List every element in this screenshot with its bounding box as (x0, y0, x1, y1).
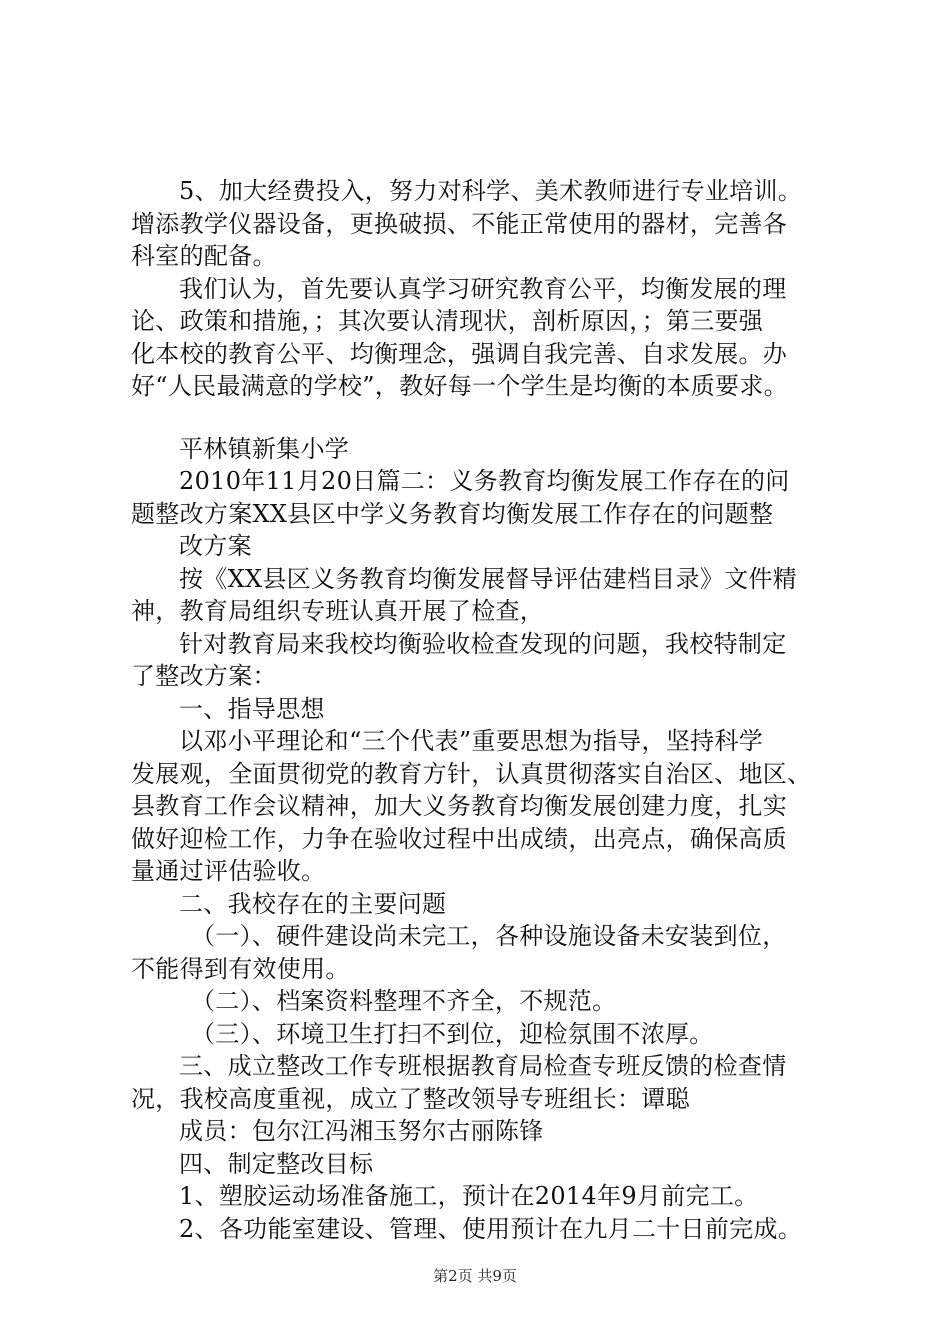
section-heading: 一、指导思想 (179, 694, 325, 723)
paragraph-line: 2010年11月20日篇二：义务教育均衡发展工作存在的问 (179, 467, 790, 495)
paragraph-line: 增添教学仪器设备，更换破损、不能正常使用的器材，完善各 (131, 209, 788, 238)
paragraph-line: 1、塑胶运动场准备施工，预计在2014年9月前完工。 (179, 1182, 759, 1210)
paragraph-line: 县教育工作会议精神，加大义务教育均衡发展创建力度，扎实 (131, 792, 788, 820)
paragraph-line: 不能得到有效使用。 (131, 954, 350, 983)
paragraph-line: 以邓小平理论和“三个代表”重要思想为指导，坚持科学 (179, 727, 764, 755)
paragraph-line: 发展观，全面贯彻党的教育方针，认真贯彻落实自治区、地区、 (131, 759, 812, 788)
section-heading: 四、制定整改目标 (179, 1149, 374, 1178)
document-body (131, 175, 841, 1245)
section-heading: 二、我校存在的主要问题 (179, 889, 447, 918)
paragraph-line: 神，教育局组织专班认真开展了检查， (131, 597, 545, 625)
paragraph-line: （一）、硬件建设尚未完工，各种设施设备未安装到位， (191, 922, 787, 950)
paragraph-line: 量通过评估验收。 (131, 857, 326, 885)
paragraph-line: 按《XX县区义务教育均衡发展督导评估建档目录》文件精 (179, 564, 797, 593)
paragraph-line: 科室的配备。 (131, 242, 277, 270)
paragraph-line: （二）、档案资料整理不齐全，不规范。 (191, 987, 617, 1015)
paragraph-line: 2、各功能室建设、管理、使用预计在九月二十日前完成。 (179, 1214, 803, 1243)
paragraph-line: 了整改方案： (131, 662, 277, 690)
paragraph-line: 改方案 (179, 532, 252, 560)
paragraph-line: 化本校的教育公平、均衡理念，强调自我完善、自求发展。办 (131, 339, 788, 368)
signature-school: 平林镇新集小学 (179, 434, 350, 463)
paragraph-line: （三）、环境卫生打扫不到位，迎检氛围不浓厚。 (191, 1019, 714, 1048)
paragraph-line: 做好迎检工作，力争在验收过程中出成绩，出亮点，确保高质 (131, 824, 788, 853)
paragraph-line: 针对教育局来我校均衡验收检查发现的问题，我校特制定 (179, 629, 787, 658)
section-heading: 三、成立整改工作专班根据教育局检查专班反馈的检查情 (179, 1052, 787, 1080)
paragraph-line: 成员：包尔江冯湘玉努尔古丽陈锋 (179, 1117, 544, 1145)
paragraph-line: 我们认为，首先要认真学习研究教育公平，均衡发展的理 (179, 274, 787, 303)
paragraph-line: 5、加大经费投入，努力对科学、美术教师进行专业培训。 (179, 177, 803, 205)
paragraph-line: 况，我校高度重视，成立了整改领导专班组长：谭聪 (131, 1084, 690, 1113)
paragraph-gap (131, 403, 841, 433)
paragraph-line: 论、政策和措施，；其次要认清现状，剖析原因，；第三要强 (131, 307, 764, 335)
paragraph-line: 好“人民最满意的学校”，教好每一个学生是均衡的本质要求。 (131, 372, 788, 400)
page-footer: 第2页 共9页 (433, 1267, 517, 1285)
paragraph-line: 题整改方案XX县区中学义务教育均衡发展工作存在的问题整 (131, 499, 774, 528)
